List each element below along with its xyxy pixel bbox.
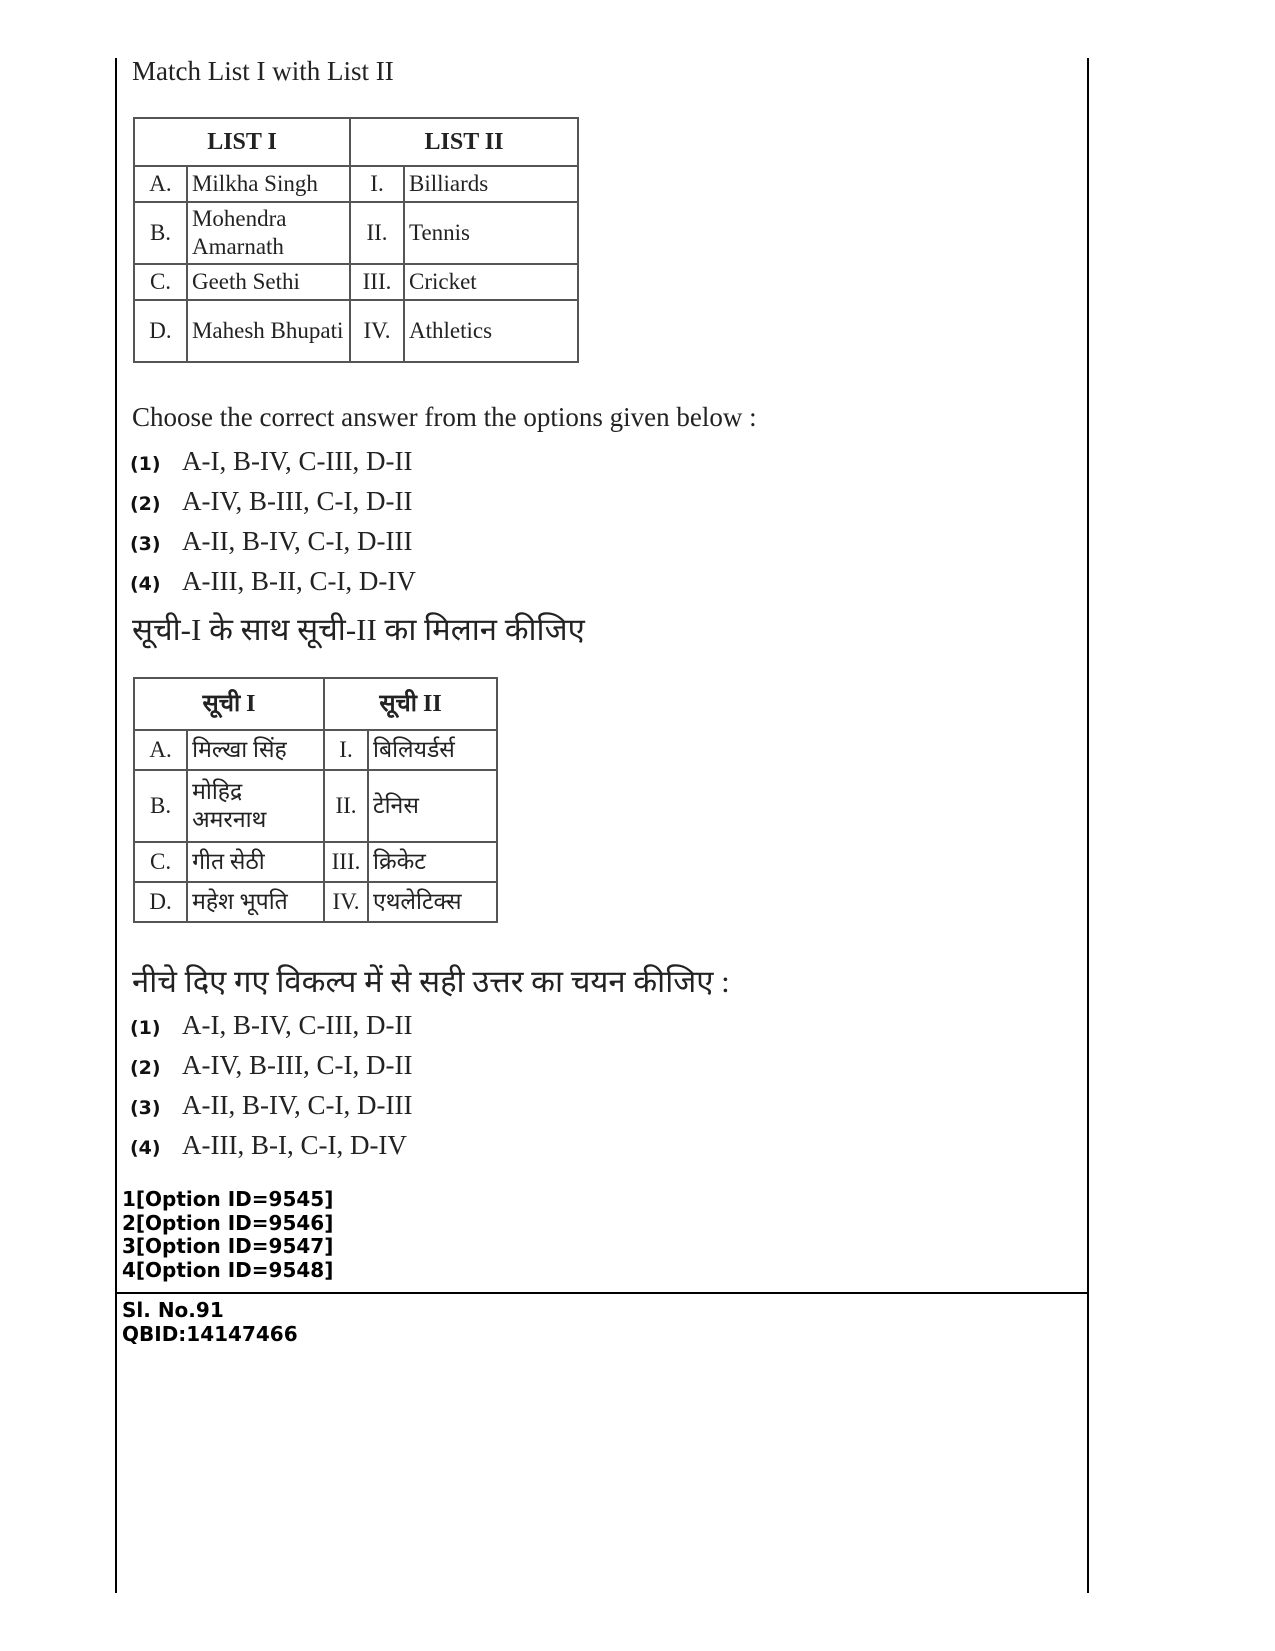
table-cell: III. xyxy=(324,842,368,882)
table-cell: Athletics xyxy=(404,300,578,362)
table-cell: महेश भूपति xyxy=(187,882,324,922)
table-cell: A. xyxy=(134,166,187,202)
option-english-1 xyxy=(130,446,412,480)
table-cell: B. xyxy=(134,202,187,264)
question-title-hindi: सूची-I के साथ सूची-II का मिलान कीजिए xyxy=(132,612,585,647)
question-divider xyxy=(115,1292,1087,1294)
option-hindi-2 xyxy=(130,1050,412,1084)
table-cell: B. xyxy=(134,770,187,842)
option-text: A-IV, B-III, C-I, D-II xyxy=(182,1050,413,1080)
question-bank-id: QBID:14147466 xyxy=(122,1322,298,1346)
list-one-header: सूची I xyxy=(134,678,324,730)
next-question-meta xyxy=(122,1298,298,1346)
table-cell: Cricket xyxy=(404,264,578,300)
list-one-header: LIST I xyxy=(134,118,350,166)
option-text: A-IV, B-III, C-I, D-II xyxy=(182,486,413,516)
table-cell: D. xyxy=(134,300,187,362)
table-cell: C. xyxy=(134,264,187,300)
table-cell: गीत सेठी xyxy=(187,842,324,882)
table-cell: D. xyxy=(134,882,187,922)
option-id: 1[Option ID=9545] xyxy=(122,1187,334,1211)
table-cell: Billiards xyxy=(404,166,578,202)
option-english-3 xyxy=(130,526,412,560)
table-cell: टेनिस xyxy=(368,770,497,842)
option-number: (1) xyxy=(130,453,161,475)
list-two-header: सूची II xyxy=(324,678,497,730)
instruction-hindi: नीचे दिए गए विकल्प में से सही उत्तर का चयन कीजिए : xyxy=(132,964,730,999)
option-text: A-I, B-IV, C-III, D-II xyxy=(182,1010,413,1040)
table-cell: क्रिकेट xyxy=(368,842,497,882)
option-text: A-III, B-I, C-I, D-IV xyxy=(182,1130,407,1160)
table-cell: I. xyxy=(324,730,368,770)
option-text: A-II, B-IV, C-I, D-III xyxy=(182,1090,413,1120)
option-hindi-3 xyxy=(130,1090,412,1124)
table-cell: एथलेटिक्स xyxy=(368,882,497,922)
option-number: (1) xyxy=(130,1017,161,1039)
option-number: (2) xyxy=(130,493,161,515)
table-cell: II. xyxy=(324,770,368,842)
question-title-english: Match List I with List II xyxy=(132,56,394,86)
table-cell: II. xyxy=(350,202,404,264)
option-english-4 xyxy=(130,566,416,600)
table-cell: III. xyxy=(350,264,404,300)
table-cell: बिलियर्डर्स xyxy=(368,730,497,770)
option-id: 4[Option ID=9548] xyxy=(122,1257,334,1282)
option-text: A-I, B-IV, C-III, D-II xyxy=(182,446,413,476)
table-cell: A. xyxy=(134,730,187,770)
option-text: A-III, B-II, C-I, D-IV xyxy=(182,566,416,596)
option-english-2 xyxy=(130,486,412,520)
option-number: (2) xyxy=(130,1057,161,1079)
table-cell: Mohendra Amarnath xyxy=(187,202,350,264)
option-id-list xyxy=(122,1188,333,1282)
table-cell: C. xyxy=(134,842,187,882)
table-cell: Tennis xyxy=(404,202,578,264)
option-text: A-II, B-IV, C-I, D-III xyxy=(182,526,413,556)
match-table-english xyxy=(133,117,579,363)
table-cell: I. xyxy=(350,166,404,202)
option-number: (4) xyxy=(130,573,161,595)
option-id: 3[Option ID=9547] xyxy=(122,1234,334,1258)
table-cell: मिल्खा सिंह xyxy=(187,730,324,770)
option-id: 2[Option ID=9546] xyxy=(122,1210,334,1235)
instruction-english: Choose the correct answer from the options given below : xyxy=(132,402,757,432)
list-two-header: LIST II xyxy=(350,118,578,166)
option-number: (3) xyxy=(130,533,161,555)
table-cell: Mahesh Bhupati xyxy=(187,300,350,362)
option-number: (4) xyxy=(130,1137,161,1159)
option-hindi-1 xyxy=(130,1010,412,1044)
table-cell: मोहिद्र अमरनाथ xyxy=(187,770,324,842)
table-cell: IV. xyxy=(324,882,368,922)
table-cell: Geeth Sethi xyxy=(187,264,350,300)
option-hindi-4 xyxy=(130,1130,407,1164)
option-number: (3) xyxy=(130,1097,161,1119)
match-table-hindi xyxy=(133,677,498,923)
table-cell: IV. xyxy=(350,300,404,362)
table-cell: Milkha Singh xyxy=(187,166,350,202)
serial-number: Sl. No.91 xyxy=(122,1298,224,1322)
